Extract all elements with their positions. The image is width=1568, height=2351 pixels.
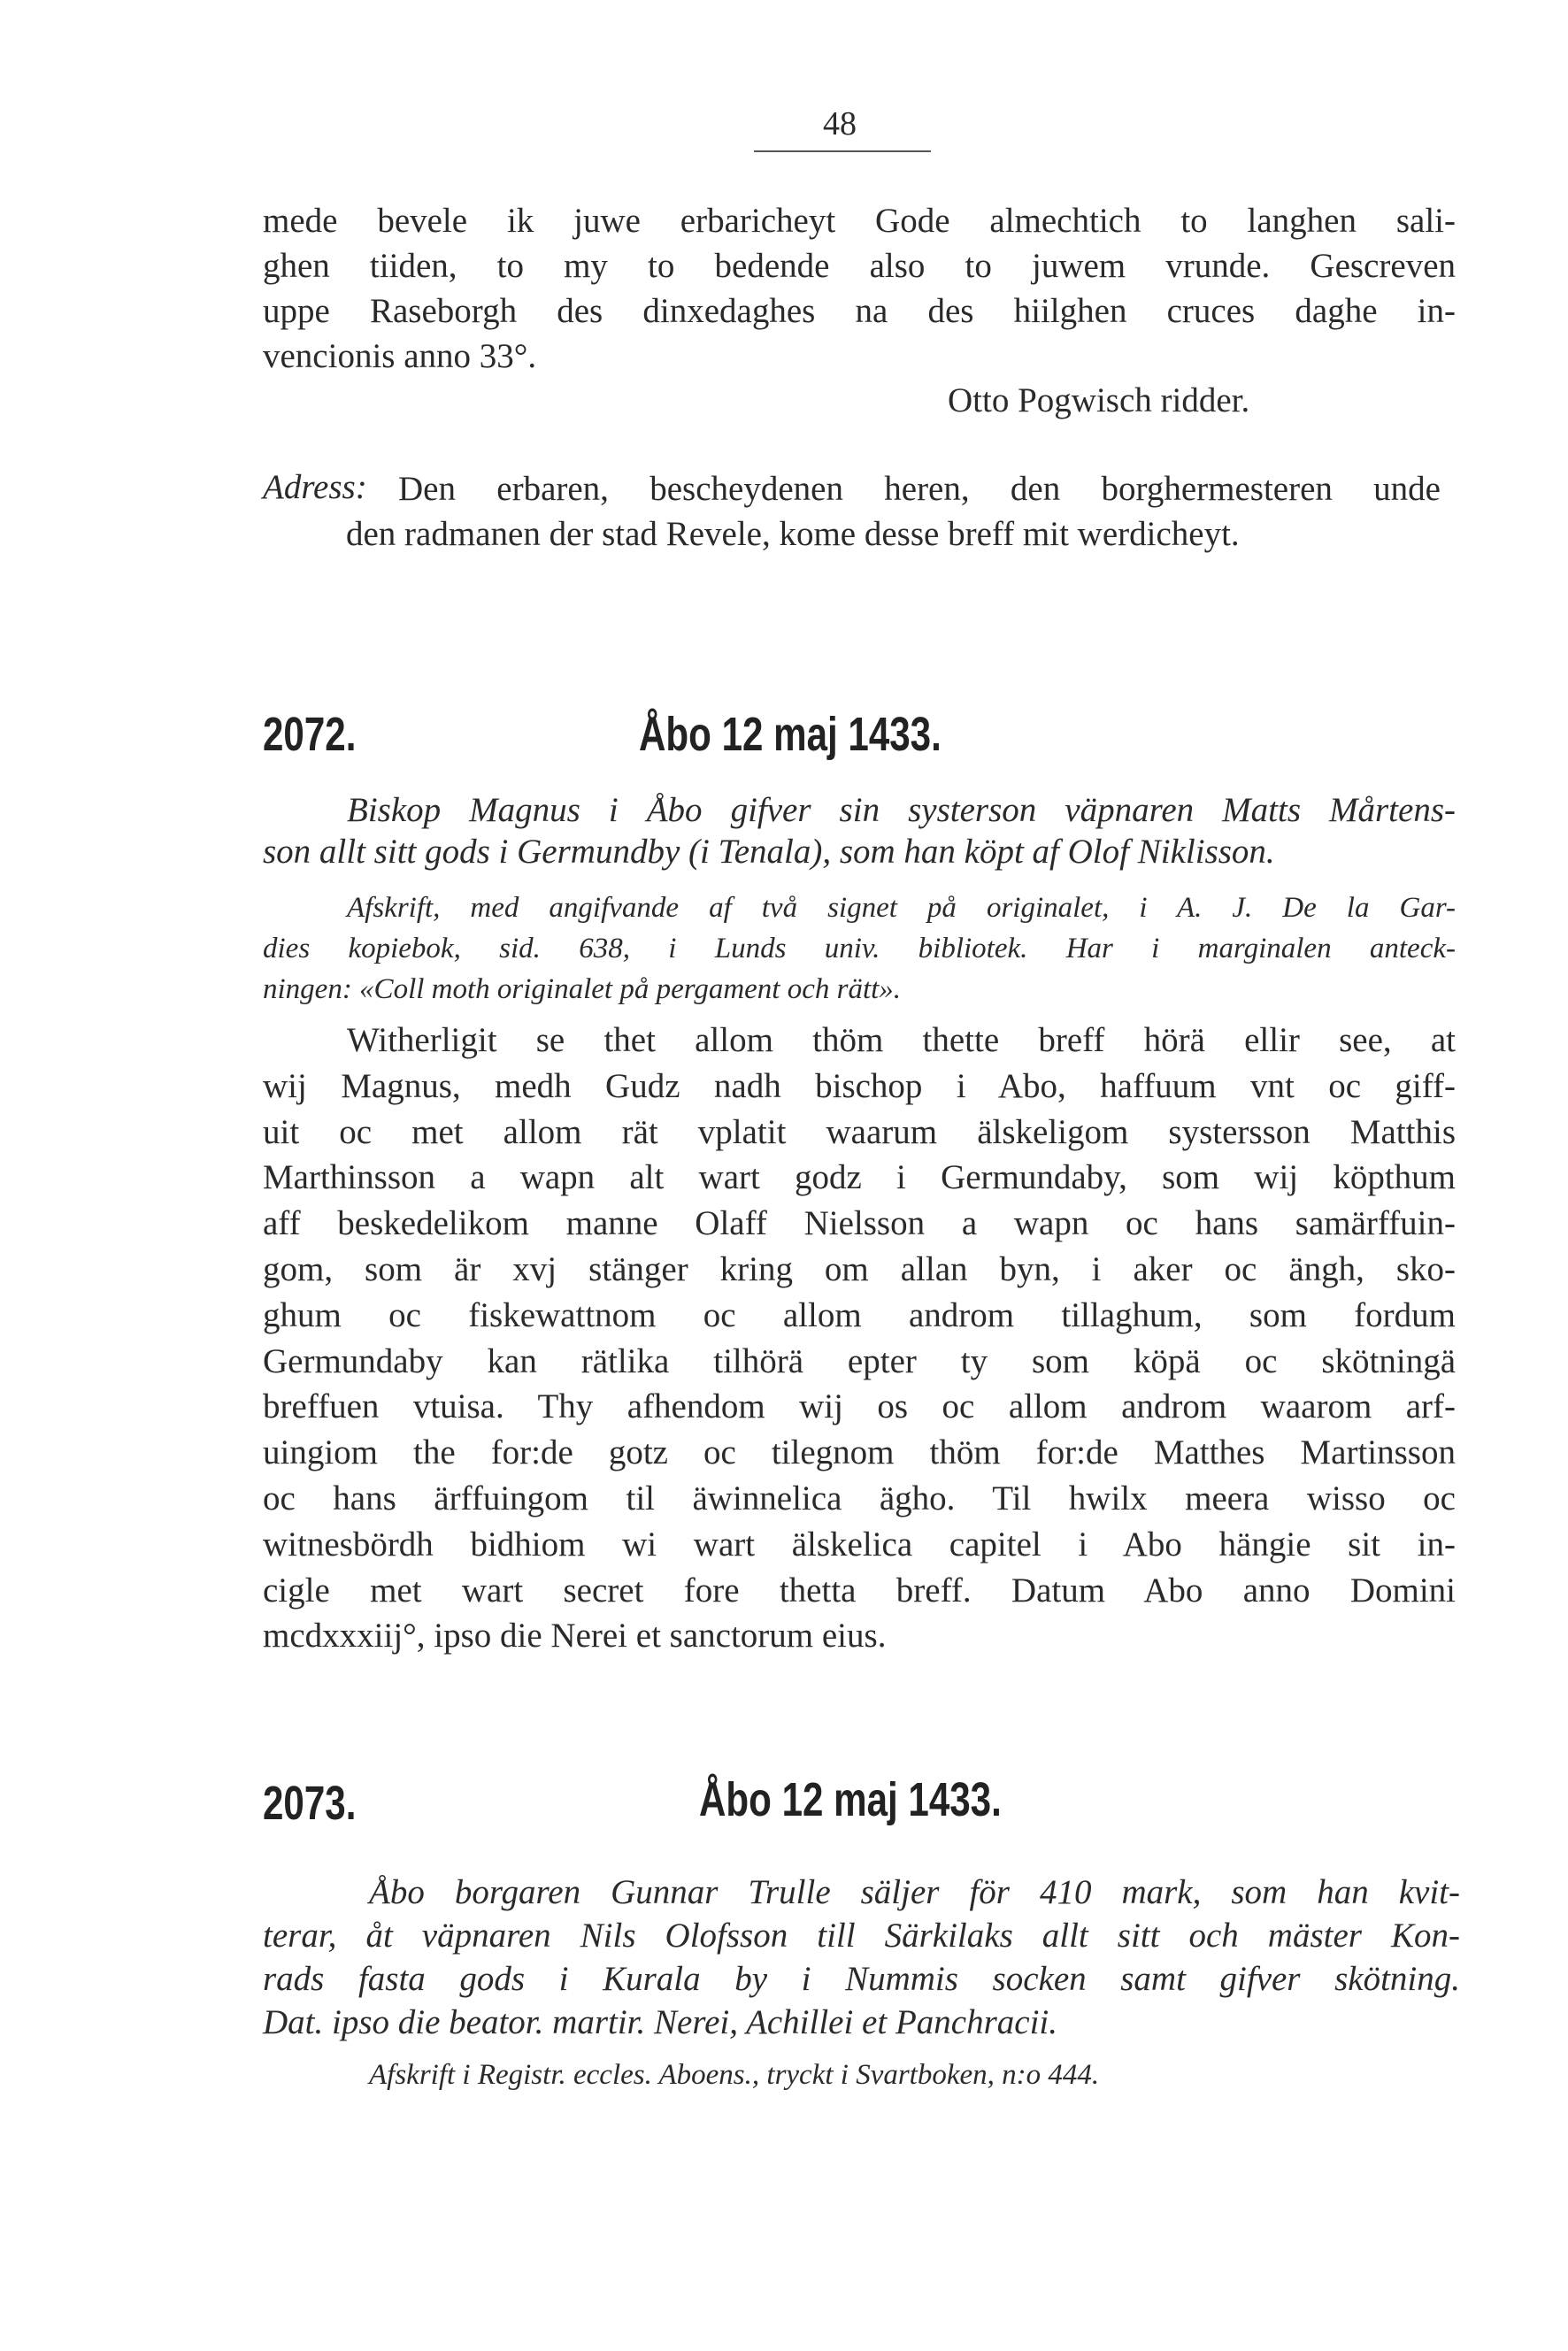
letter-text-line: mede bevele ik juwe erbaricheyt Gode almechtich to langhen sali- (263, 202, 1456, 240)
document-text-line: oc hans ärffuingom til äwinnelica ägho. Til hwilx meera wisso oc (263, 1479, 1456, 1517)
source-line: Afskrift, med angifvande af två signet på originalet, i A. J. De la Gar- (347, 892, 1456, 924)
document-text-line: mcdxxxiij°, ipso die Nerei et sanctorum eius. (263, 1617, 887, 1656)
entry-number-2073: 2073. (263, 1777, 357, 1830)
address-line: Den erbaren, bescheydenen heren, den borghermesteren unde (398, 470, 1441, 508)
document-text-line: witnesbördh bidhiom wi wart älskelica capitel i Abo hängie sit in- (263, 1525, 1456, 1563)
document-text-line: cigle met wart secret fore thetta breff. Datum Abo anno Domini (263, 1571, 1456, 1610)
entry-number-2072: 2072. (263, 708, 357, 761)
summary-line: Åbo borgaren Gunnar Trulle säljer för 410 mark, som han kvit- (369, 1873, 1460, 1911)
entry-place-date-2073: Åbo 12 maj 1433. (699, 1773, 1002, 1826)
summary-line: Biskop Magnus i Åbo gifver sin systerson väpnaren Matts Mårtens- (347, 791, 1456, 829)
document-text-line: Marthinsson a wapn alt wart godz i Germundaby, som wij köpthum (263, 1158, 1456, 1197)
document-text-line: ghum oc fiskewattnom oc allom androm tillaghum, som fordum (263, 1295, 1456, 1334)
page-number: 48 (823, 105, 857, 142)
document-text-line: wij Magnus, medh Gudz nadh bischop i Abo, haffuum vnt oc giff- (263, 1066, 1456, 1105)
document-text-line: gom, som är xvj stänger kring om allan byn, i aker oc ängh, sko- (263, 1250, 1456, 1288)
summary-line: son allt sitt gods i Germundby (i Tenala), som han köpt af Olof Niklisson. (263, 833, 1275, 871)
letter-text-line: uppe Raseborgh des dinxedaghes na des hiilghen cruces daghe in- (263, 292, 1456, 330)
entry-place-date-2072: Åbo 12 maj 1433. (639, 708, 942, 761)
page-number-rule (754, 150, 931, 152)
document-text-line: uingiom the for:de gotz oc tilegnom thöm for:de Matthes Martinsson (263, 1433, 1456, 1472)
signature: Otto Pogwisch ridder. (948, 381, 1250, 419)
document-text-line: aff beskedelikom manne Olaff Nielsson a wapn oc hans samärffuin- (263, 1204, 1456, 1243)
source-line: dies kopiebok, sid. 638, i Lunds univ. bibliotek. Har i marginalen anteck- (263, 933, 1456, 964)
source-line: Afskrift i Registr. eccles. Aboens., tryckt i Svartboken, n:o 444. (369, 2059, 1100, 2091)
address-label: Adress: (263, 468, 367, 506)
summary-line: terar, åt väpnaren Nils Olofsson till Särkilaks allt sitt och mäster Kon- (263, 1917, 1460, 1955)
document-text-line: breffuen vtuisa. Thy afhendom wij os oc allom androm waarom arf- (263, 1387, 1456, 1426)
document-text-line: Witherligit se thet allom thöm thette breff hörä ellir see, at (347, 1021, 1456, 1059)
document-text-line: uit oc met allom rät vplatit waarum älskeligom systersson Matthis (263, 1112, 1456, 1151)
summary-line: rads fasta gods i Kurala by i Nummis socken samt gifver skötning. (263, 1960, 1460, 1998)
summary-line: Dat. ipso die beator. martir. Nerei, Achillei et Panchracii. (263, 2003, 1057, 2041)
source-line: ningen: «Coll moth originalet på pergament och rätt». (263, 973, 902, 1005)
document-text-line: Germundaby kan rätlika tilhörä epter ty som köpä oc skötningä (263, 1341, 1456, 1380)
letter-text-line: ghen tiiden, to my to bedende also to juwem vrunde. Gescreven (263, 247, 1456, 285)
address-line: den radmanen der stad Revele, kome desse breff mit werdicheyt. (346, 515, 1240, 553)
letter-text-line: vencionis anno 33°. (263, 337, 537, 375)
